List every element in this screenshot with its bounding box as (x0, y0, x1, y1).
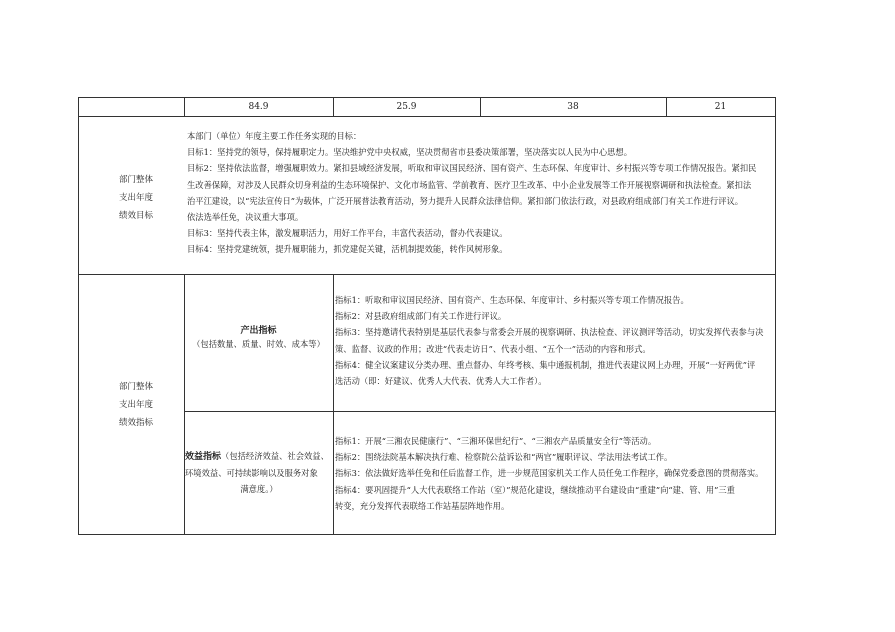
goals-line: 目标1：坚持党的领导，保持履职定力。坚决维护党中央权威，坚决贯彻省市县委决策部署，坚决落实以人民为中心思想。 (187, 147, 633, 158)
benefit-indicator-label (185, 448, 333, 497)
goals-label (119, 171, 179, 225)
goals-label-line-3: 绩效目标 (119, 211, 154, 221)
indicators-label-line-2: 支出年度 (119, 400, 154, 410)
goals-line: 目标4：坚持党建统领，提升履职能力，抓党建促关键，活机制提效能，转作风树形象。 (187, 244, 508, 255)
goals-line: 治平江建设，以“宪法宣传日”为载体，广泛开展普法教育活动，努力提升人民群众法律信仰。紧扣部门依法行政，对县政府组成部门有关工作进行评议。 (187, 195, 744, 206)
value-cell-4: 21 (714, 102, 727, 112)
goals-line: 生改善保障，对涉及人民群众切身利益的生态环境保护、文化市场监管、学前教育、医疗卫生改革、中小企业发展等工作开展视察调研和执法检查。紧扣法 (187, 179, 752, 190)
goals-label-line-1: 部门整体 (119, 175, 154, 185)
indicators-label-line-1: 部门整体 (119, 382, 154, 392)
goals-text (187, 128, 773, 258)
output-indicator-text (335, 292, 773, 389)
output-line: 指标2：对县政府组成部门有关工作进行评议。 (335, 311, 507, 322)
benefit-line: 转变，充分发挥代表联络工作站基层阵地作用。 (335, 500, 510, 511)
benefit-label-line-3: 满意度。） (240, 484, 278, 494)
output-line: 指标3：坚持邀请代表特别是基层代表参与常委会开展的视察调研、执法检查、评议测评等活动，切实发挥代表参与决 (335, 327, 764, 338)
benefit-label-line-1 (185, 448, 333, 465)
output-line: 策、监督、议政的作用；改进“代表走访日”、代表小组、“五个一”活动的内容和形式。 (335, 343, 651, 354)
row-divider-1 (79, 116, 775, 117)
benefit-label-line-2: 环境效益、可持续影响以及服务对象 (185, 468, 318, 478)
row-divider-3 (184, 411, 775, 412)
benefit-line: 指标3：依法做好选举任免和任后监督工作，进一步规范国家机关工作人员任免工作程序，确保党委意图的贯彻落实。 (335, 468, 764, 479)
benefit-line: 指标4：要巩固提升“人大代表联络工作站（室）”规范化建设，继续推动平台建设由“重建”向“建、管、用”三重 (335, 484, 735, 495)
output-indicator-title: 产出指标 (240, 326, 277, 336)
goals-line: 依法选举任免，决议重大事项。 (187, 212, 304, 223)
output-indicator-subtitle: （包括数量、质量、时效、成本等） (192, 339, 325, 349)
performance-table (78, 97, 776, 535)
col-divider-indicator (333, 274, 334, 534)
benefit-indicator-text (335, 433, 773, 514)
indicators-label-line-3: 绩效指标 (119, 418, 154, 428)
value-cell-3: 38 (567, 102, 579, 112)
goals-line: 本部门（单位）年度主要工作任务实现的目标： (187, 131, 362, 141)
output-line: 选活动（即：好建议、优秀人大代表、优秀人大工作者）。 (335, 376, 547, 387)
output-line: 指标4：健全议案建议分类办理、重点督办、年终考核、集中通报机制，推进代表建议网上办理，开展“一好两优”评 (335, 359, 756, 370)
indicators-label (119, 378, 179, 432)
goals-line: 目标2：坚持依法监督，增强履职效力。紧扣县域经济发展，听取和审议国民经济、国有资产、生态环保、年度审计、乡村振兴等专项工作情况报告。紧扣民 (187, 163, 757, 174)
output-line: 指标1：听取和审议国民经济、国有资产、生态环保、年度审计、乡村振兴等专项工作情况报告。 (335, 295, 689, 305)
value-cell-1: 84.9 (248, 102, 269, 112)
benefit-line: 指标2：围绕法院基本解决执行难、检察院公益诉讼和“两官”履职评议、学法用法考试工作。 (335, 452, 673, 463)
goals-line: 目标3：坚持代表主体，激发履职活力，用好工作平台，丰富代表活动，督办代表建议。 (187, 228, 508, 239)
benefit-subtitle-1: （包括经济效益、社会效益、 (221, 451, 329, 461)
goals-label-line-2: 支出年度 (119, 193, 154, 203)
benefit-line: 指标1：开展“三湘农民健康行”、“三湘环保世纪行”、“三湘农产品质量安全行”等活动。 (335, 436, 657, 446)
benefit-indicator-title: 效益指标 (185, 452, 222, 462)
output-indicator-label (184, 323, 333, 352)
value-cell-2: 25.9 (396, 102, 417, 112)
